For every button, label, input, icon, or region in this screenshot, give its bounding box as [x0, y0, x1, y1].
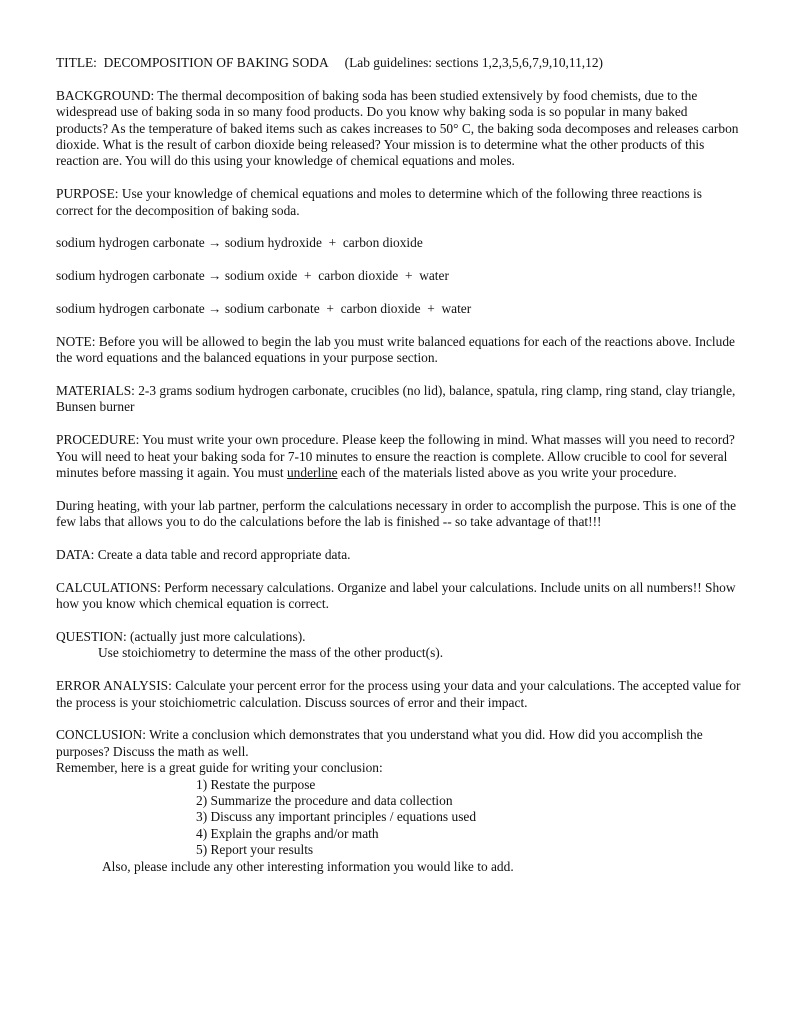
conclusion-remember: Remember, here is a great guide for writing your conclusion: — [56, 760, 383, 776]
reaction-2: sodium hydrogen carbonate → sodium oxide + carbon dioxide + water — [56, 268, 449, 284]
title-line: TITLE: DECOMPOSITION OF BAKING SODA (Lab guidelines: sections 1,2,3,5,6,7,9,10,11,12) — [56, 55, 603, 70]
calculations-paragraph: CALCULATIONS: Perform necessary calculations. Organize and label your calculations. Include units on all numbers!! Show how you know which chemical equation is correct. — [56, 579, 736, 612]
lab-handout — [56, 55, 742, 875]
conclusion-step-1: 1) Restate the purpose — [196, 776, 316, 792]
error-analysis-paragraph: ERROR ANALYSIS: Calculate your percent error for the process using your data and your calculations. The accepted value for the process is your stoichiometric calculation. Discuss sources of error and their impact. — [56, 678, 741, 710]
purpose-paragraph: PURPOSE: Use your knowledge of chemical equations and moles to determine which of the following three reactions is correct for the decomposition of baking soda. — [56, 186, 702, 218]
conclusion-step-3: 3) Discuss any important principles / equations used — [196, 809, 477, 825]
procedure-text-after: each of the materials listed above as you write your procedure. — [337, 465, 677, 481]
procedure-text-before: PROCEDURE: You must write your own procedure. Please keep the following in mind. What masses will you need to record? You will need to heat your baking soda for 7-10 minutes to ensure the reaction is complete. Allow crucible to cool for several minutes before massing it again. You must — [56, 432, 735, 481]
conclusion-step-2: 2) Summarize the procedure and data collection — [196, 793, 453, 809]
background-paragraph: BACKGROUND: The thermal decomposition of baking soda has been studied extensively by food chemists, due to the widespread use of baking soda in so many food products. Do you know why baking soda is so popular in many baked products? As the temperature of baked items such as cakes increases to 50° C, the baking soda decomposes and releases carbon dioxide. What is the result of carbon dioxide being released? Your mission is to determine what the other products of this reaction are. You will do this using your knowledge of chemical equations and moles. — [56, 87, 739, 169]
reaction-3: sodium hydrogen carbonate → sodium carbonate + carbon dioxide + water — [56, 301, 472, 317]
conclusion-paragraph: CONCLUSION: Write a conclusion which demonstrates that you understand what you did. How did you accomplish the purposes? Discuss the math as well. — [56, 727, 703, 759]
conclusion-also: Also, please include any other interesting information you would like to add. — [102, 858, 514, 874]
procedure-paragraph — [56, 432, 742, 481]
reaction-1: sodium hydrogen carbonate → sodium hydroxide + carbon dioxide — [56, 235, 423, 251]
note-paragraph: NOTE: Before you will be allowed to begin the lab you must write balanced equations for each of the reactions above. Include the word equations and the balanced equations in your purpose section. — [56, 333, 735, 366]
conclusion-step-5: 5) Report your results — [196, 842, 314, 858]
during-heating-paragraph: During heating, with your lab partner, perform the calculations necessary in order to accomplish the purpose. This is one of the few labs that allows you to do the calculations before the lab is finished -- so take advantage of that!!! — [56, 497, 737, 530]
conclusion-step-4: 4) Explain the graphs and/or math — [196, 825, 379, 841]
procedure-underlined-word: underline — [286, 465, 338, 481]
question-item: Use stoichiometry to determine the mass of the other product(s). — [98, 645, 444, 661]
materials-paragraph: MATERIALS: 2-3 grams sodium hydrogen carbonate, crucibles (no lid), balance, spatula, ring clamp, ring stand, clay triangle, Bunsen burner — [56, 383, 736, 415]
question-heading: QUESTION: (actually just more calculations). — [56, 629, 306, 645]
data-paragraph: DATA: Create a data table and record appropriate data. — [56, 547, 351, 563]
